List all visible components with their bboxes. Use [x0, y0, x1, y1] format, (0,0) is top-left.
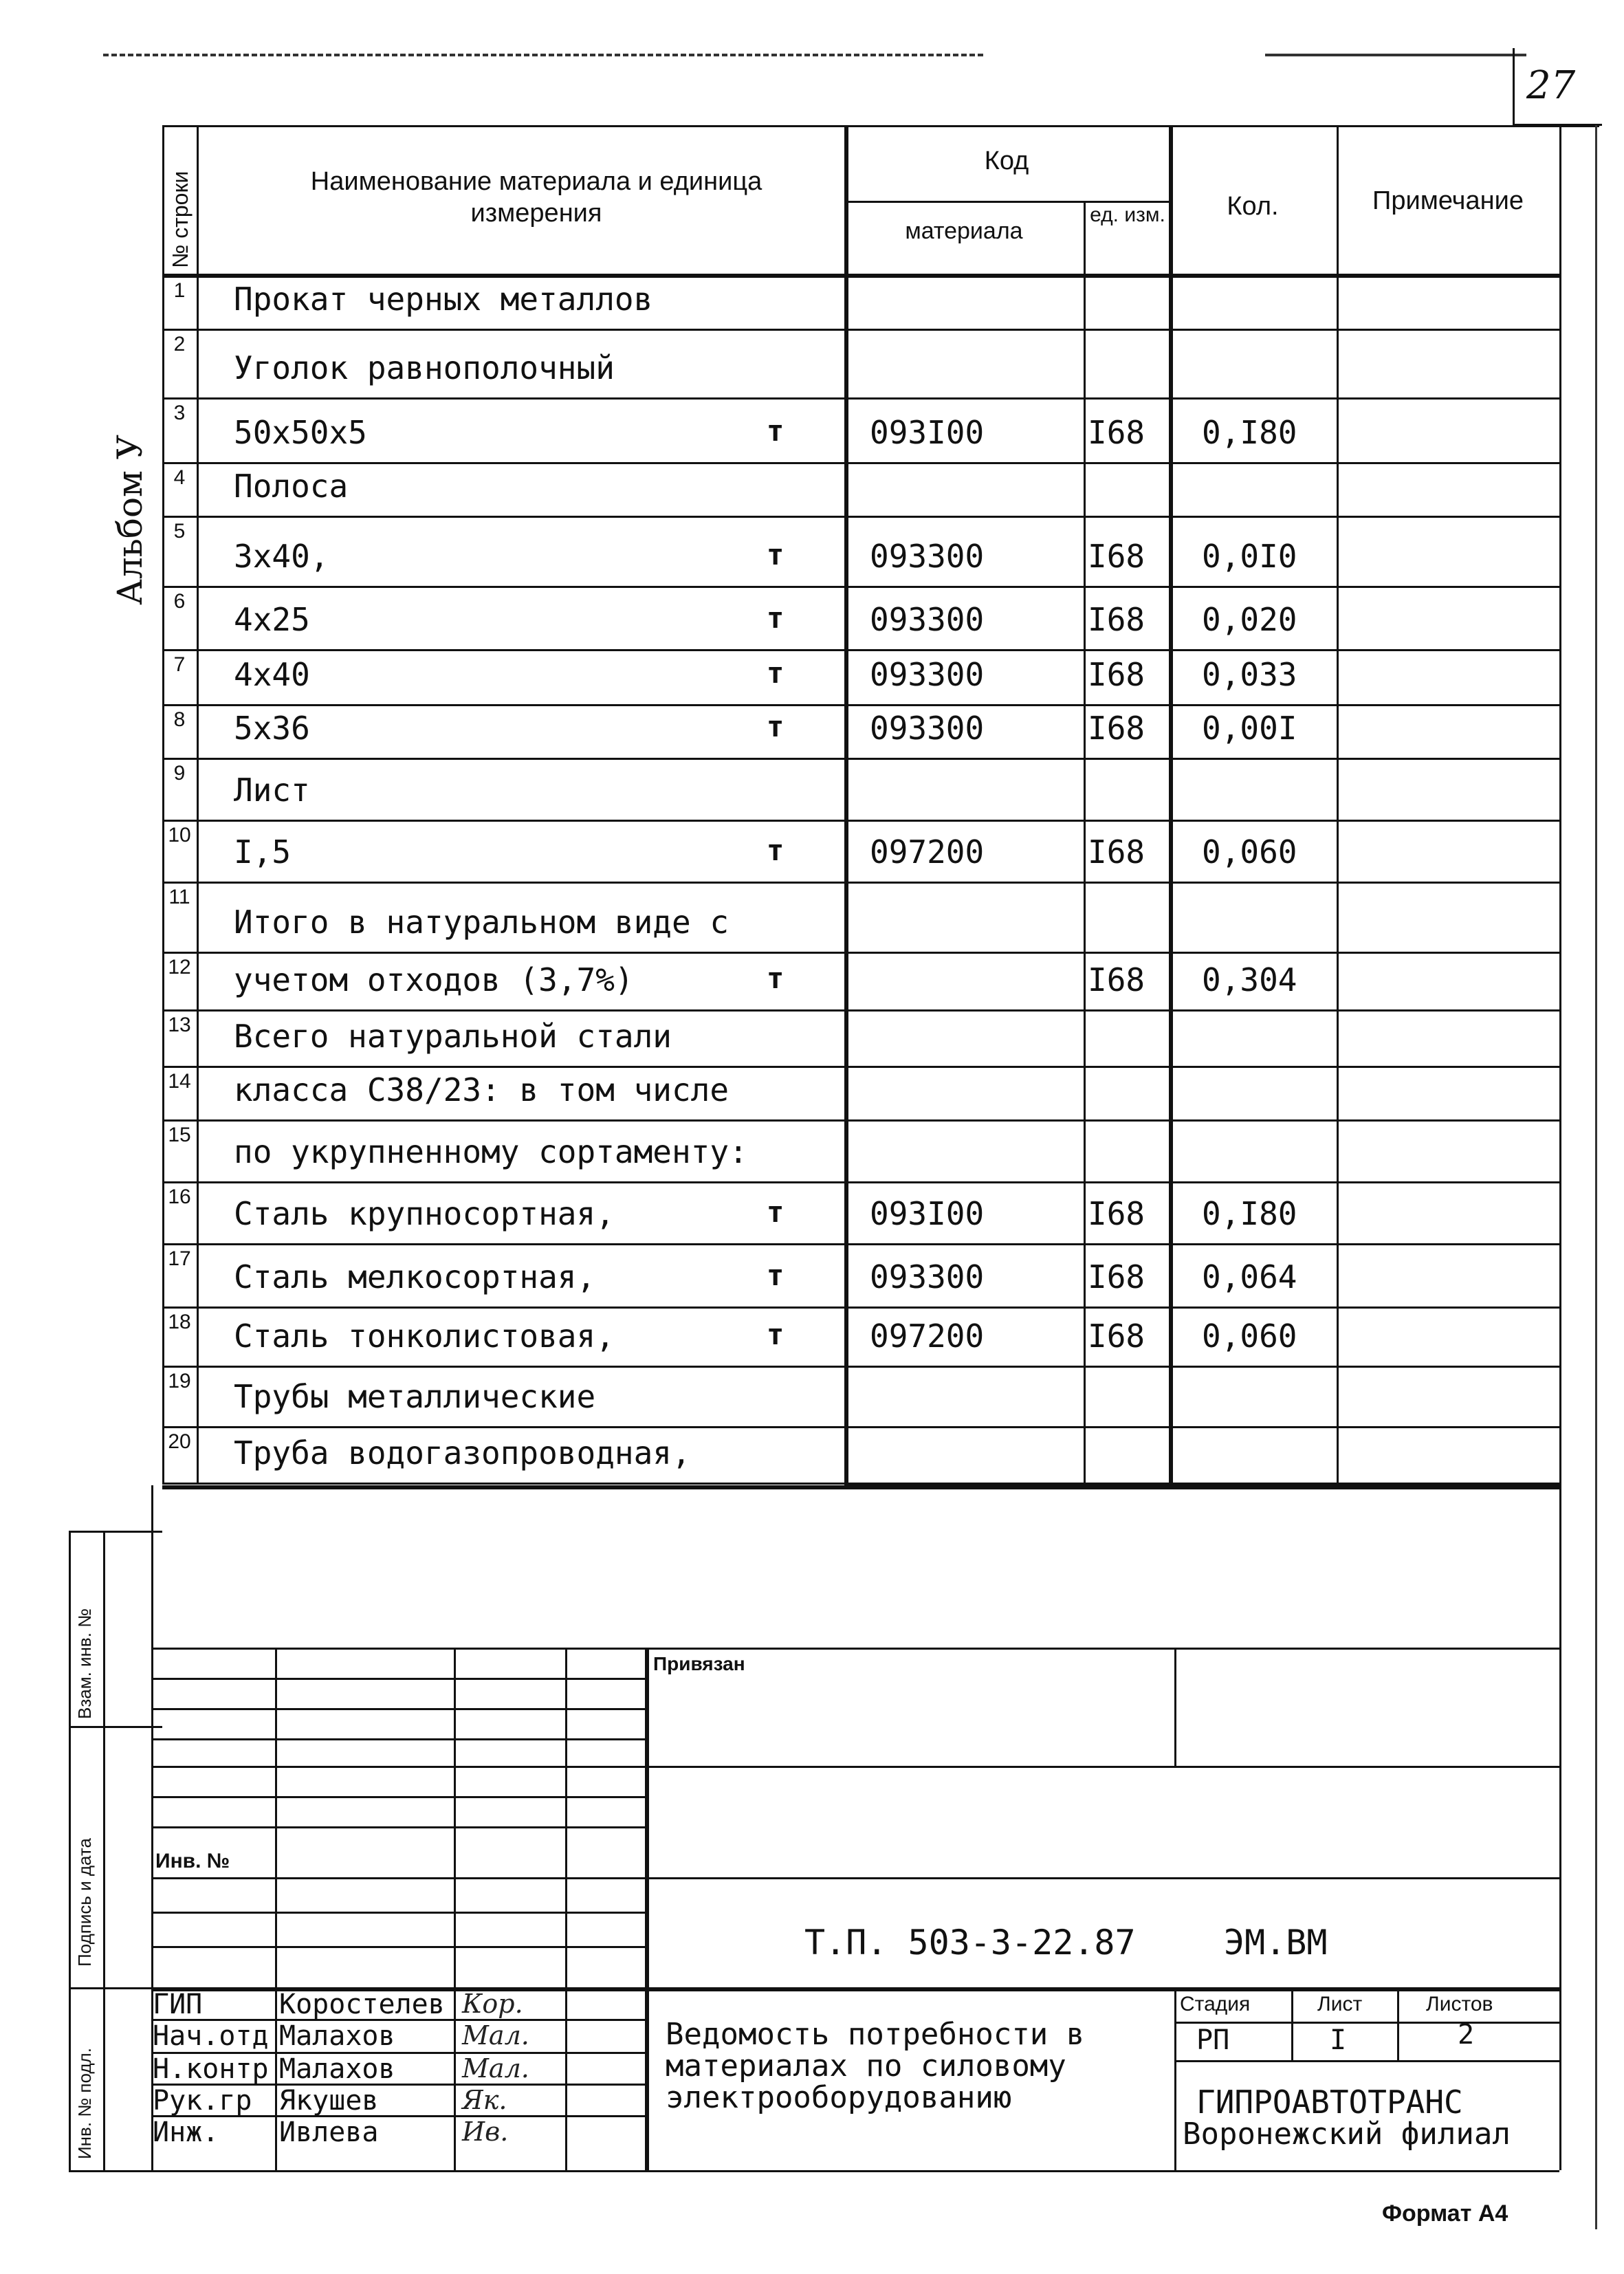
org-branch: Воронежский филиал	[1183, 2117, 1511, 2152]
material-name: класса С38/23: в том числе	[234, 1071, 729, 1108]
row-divider	[162, 820, 1559, 822]
material-code: 093300	[870, 656, 985, 693]
stage-label: Стадия	[1180, 1993, 1251, 2015]
signer-role: Инж.	[153, 2117, 219, 2148]
signer-name: Малахов	[279, 2053, 395, 2085]
material-code: 093300	[870, 1258, 985, 1295]
row-divider	[162, 586, 1559, 588]
row-number: 15	[168, 1124, 191, 1146]
quantity: 0,020	[1202, 601, 1297, 638]
row-number: 14	[168, 1070, 191, 1093]
inv-no-label: Инв. №	[155, 1850, 230, 1872]
signer-name: Малахов	[279, 2020, 395, 2052]
row-divider	[162, 516, 1559, 518]
quantity: 0,064	[1202, 1258, 1297, 1295]
unit-of-measure: т	[767, 710, 784, 743]
row-divider	[162, 1483, 1559, 1485]
privyazan-label: Привязан	[653, 1653, 745, 1674]
material-name: Итого в натуральном виде с	[234, 904, 729, 941]
header-line-no: № строки	[168, 171, 193, 268]
doc-description: Ведомость потребности в материалах по силовому электрооборудованию	[666, 2017, 1085, 2116]
row-number: 20	[168, 1430, 191, 1453]
unit-code: I68	[1088, 538, 1145, 575]
signer-role: Нач.отд	[153, 2020, 269, 2052]
unit-of-measure: т	[767, 1258, 784, 1292]
unit-code: I68	[1088, 1195, 1145, 1232]
material-name: Труба водогазопроводная,	[234, 1434, 691, 1472]
unit-code: I68	[1088, 961, 1145, 998]
sheets-label: Листов	[1426, 1993, 1493, 2015]
unit-of-measure: т	[767, 414, 784, 448]
material-name: Сталь тонколистовая,	[234, 1318, 615, 1355]
row-divider	[162, 882, 1559, 884]
row-divider	[162, 649, 1559, 651]
row-number: 17	[168, 1247, 191, 1270]
header-name: Наименование материала и единица измерения	[310, 167, 762, 228]
quantity: 0,00I	[1202, 710, 1297, 747]
row-divider	[162, 329, 1559, 331]
row-divider	[162, 758, 1559, 760]
side-label-vzam: Взам. инв. №	[74, 1608, 95, 1719]
side-label-inv-podl: Инв. № подл.	[74, 2048, 95, 2159]
doc-mark: ЭМ.ВМ	[1224, 1923, 1328, 1963]
material-code: 093300	[870, 710, 985, 747]
unit-of-measure: т	[767, 601, 784, 635]
row-divider	[162, 952, 1559, 954]
org-name: ГИПРОАВТОТРАНС	[1196, 2084, 1463, 2121]
header-code: Код	[984, 146, 1029, 175]
unit-of-measure: т	[767, 656, 784, 690]
row-number: 9	[173, 762, 186, 785]
unit-code: I68	[1088, 414, 1145, 451]
material-name: учетом отходов (3,7%)	[234, 961, 634, 998]
top-border-line	[103, 54, 983, 56]
row-number: 12	[168, 956, 191, 979]
material-name: I,5	[234, 833, 292, 871]
row-number: 10	[168, 824, 191, 846]
material-code: 093I00	[870, 414, 985, 451]
material-code: 093300	[870, 538, 985, 575]
row-number: 4	[173, 466, 186, 489]
row-number: 8	[173, 708, 186, 731]
material-name: Полоса	[234, 468, 349, 505]
row-divider	[162, 1307, 1559, 1309]
signer-name: Ивлева	[279, 2117, 379, 2148]
material-name: Прокат черных металлов	[234, 281, 653, 318]
material-name: 4х40	[234, 656, 310, 693]
quantity: 0,0I0	[1202, 538, 1297, 575]
row-number: 5	[173, 520, 186, 543]
quantity: 0,033	[1202, 656, 1297, 693]
doc-code: Т.П. 503-3-22.87	[804, 1923, 1136, 1963]
row-number: 7	[173, 653, 186, 676]
unit-code: I68	[1088, 1258, 1145, 1295]
material-name: Всего натуральной стали	[234, 1018, 672, 1055]
material-name: Сталь мелкосортная,	[234, 1258, 596, 1295]
signature: Кор.	[462, 1989, 523, 2019]
sheet-label: Лист	[1317, 1993, 1363, 2015]
album-label: Альбом У	[110, 435, 150, 605]
row-divider	[162, 704, 1559, 706]
quantity: 0,I80	[1202, 1195, 1297, 1232]
row-divider	[162, 1119, 1559, 1122]
quantity: 0,304	[1202, 961, 1297, 998]
material-code: 093I00	[870, 1195, 985, 1232]
right-edge-line	[1595, 125, 1597, 2229]
row-divider	[162, 1426, 1559, 1428]
unit-code: I68	[1088, 601, 1145, 638]
unit-of-measure: т	[767, 961, 784, 995]
signer-role: Н.контр	[153, 2053, 269, 2085]
signature: Мал.	[462, 2020, 529, 2051]
row-number: 2	[173, 333, 186, 356]
row-number: 16	[168, 1185, 191, 1208]
quantity: 0,I80	[1202, 414, 1297, 451]
unit-of-measure: т	[767, 1318, 784, 1351]
material-code: 093300	[870, 601, 985, 638]
material-name: 3х40,	[234, 538, 329, 575]
unit-of-measure: т	[767, 538, 784, 571]
signer-role: Рук.гр	[153, 2085, 252, 2117]
signer-name: Коростелев	[279, 1989, 445, 2020]
row-number: 3	[173, 402, 186, 424]
unit-code: I68	[1088, 710, 1145, 747]
row-divider	[162, 1181, 1559, 1183]
page-number-box	[1513, 48, 1515, 124]
unit-code: I68	[1088, 656, 1145, 693]
material-name: 4х25	[234, 601, 310, 638]
side-label-podpis: Подпись и дата	[74, 1837, 95, 1967]
header-note: Примечание	[1372, 186, 1524, 215]
unit-code: I68	[1088, 833, 1145, 871]
row-number: 6	[173, 590, 186, 613]
row-divider	[162, 1009, 1559, 1012]
signature: Як.	[462, 2085, 507, 2115]
material-name: Уголок равнополочный	[234, 349, 615, 386]
quantity: 0,060	[1202, 833, 1297, 871]
top-border-line-right	[1265, 54, 1526, 56]
sheets-value: 2	[1458, 2019, 1475, 2051]
unit-code: I68	[1088, 1318, 1145, 1355]
row-divider	[162, 1243, 1559, 1245]
row-divider	[162, 397, 1559, 400]
signature: Ив.	[462, 2117, 509, 2147]
row-number: 19	[168, 1370, 191, 1392]
material-name: Сталь крупносортная,	[234, 1195, 615, 1232]
signer-name: Якушев	[279, 2085, 379, 2117]
page-number: 27	[1526, 63, 1576, 108]
material-name: по укрупненному сортаменту:	[234, 1133, 748, 1170]
row-divider	[162, 462, 1559, 464]
material-name: 5х36	[234, 710, 310, 747]
row-divider	[162, 1066, 1559, 1068]
material-name: Трубы металлические	[234, 1378, 596, 1415]
header-material: материала	[905, 218, 1023, 244]
row-number: 11	[168, 886, 190, 908]
material-name: Лист	[234, 772, 310, 809]
stage-value: РП	[1196, 2024, 1230, 2056]
material-name: 50х50х5	[234, 414, 367, 451]
row-divider	[162, 1366, 1559, 1368]
material-code: 097200	[870, 833, 985, 871]
row-number: 18	[168, 1311, 191, 1333]
quantity: 0,060	[1202, 1318, 1297, 1355]
signer-role: ГИП	[153, 1989, 203, 2020]
signature: Мал.	[462, 2053, 529, 2084]
unit-of-measure: т	[767, 1195, 784, 1229]
sheet-value: I	[1330, 2024, 1347, 2056]
unit-of-measure: т	[767, 833, 784, 867]
header-qty: Кол.	[1227, 192, 1279, 221]
row-number: 13	[168, 1014, 191, 1036]
material-code: 097200	[870, 1318, 985, 1355]
header-unit: ед. изм.	[1090, 204, 1165, 226]
format-label: Формат А4	[1382, 2200, 1508, 2227]
row-number: 1	[173, 279, 186, 302]
